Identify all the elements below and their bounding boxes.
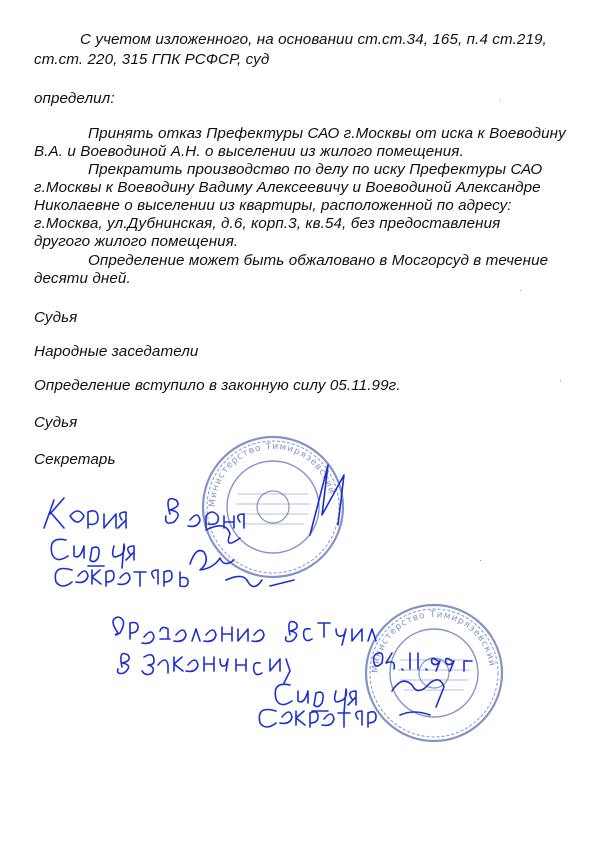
paragraph-terminate-line-3: Николаевне о выселении из квартиры, расположенной по адресу:: [34, 197, 512, 214]
assessors-label: Народные заседатели: [34, 343, 199, 360]
paragraph-terminate-line-1: Прекратить производство по делу по иску Префектуры САО: [88, 161, 543, 178]
paragraph-appeal-line-2: десяти дней.: [34, 270, 131, 287]
paragraph-basis-line-2: ст.ст. 220, 315 ГПК РСФСР, суд: [34, 51, 270, 68]
paragraph-terminate-line-4: г.Москва, ул.Дубнинская, д.6, корп.3, кв.54, без предоставления: [34, 215, 501, 232]
paragraph-terminate-line-5: другого жилого помещения.: [34, 233, 239, 250]
scan-speck: [480, 560, 481, 561]
effective-date-line: Определение вступило в законную силу 05.11.99г.: [34, 377, 401, 394]
signature-scribble-1: [300, 455, 360, 545]
scan-speck: [520, 290, 521, 291]
handwritten-certification-2: [100, 605, 490, 730]
paragraph-accept-line-2: В.А. и Воеводиной А.Н. о выселении из жилого помещения.: [34, 143, 464, 160]
ruled-heading: определил:: [34, 90, 115, 107]
paragraph-appeal-line-1: Определение может быть обжаловано в Мосгорсуд в течение: [88, 252, 549, 269]
judge-label-2: Судья: [34, 414, 78, 431]
paragraph-terminate-line-2: г.Москвы к Воеводину Вадиму Алексеевичу и Воеводиной Александре: [34, 179, 541, 196]
secretary-label: Секретарь: [34, 451, 116, 468]
stamp-2-ring-text: Министерство Тимирязевский: [370, 609, 497, 674]
paragraph-basis-line-1: С учетом изложенного, на основании ст.ст.34, 165, п.4 ст.219,: [80, 31, 547, 48]
paragraph-accept-line-1: Принять отказ Префектуры САО г.Москвы от иска к Воеводину: [88, 125, 566, 142]
stamp-1-ring-text: Министерство Тимирязевский: [207, 441, 337, 508]
judge-label: Судья: [34, 309, 78, 326]
scan-speck: [560, 380, 561, 381]
scan-speck: [500, 100, 501, 101]
